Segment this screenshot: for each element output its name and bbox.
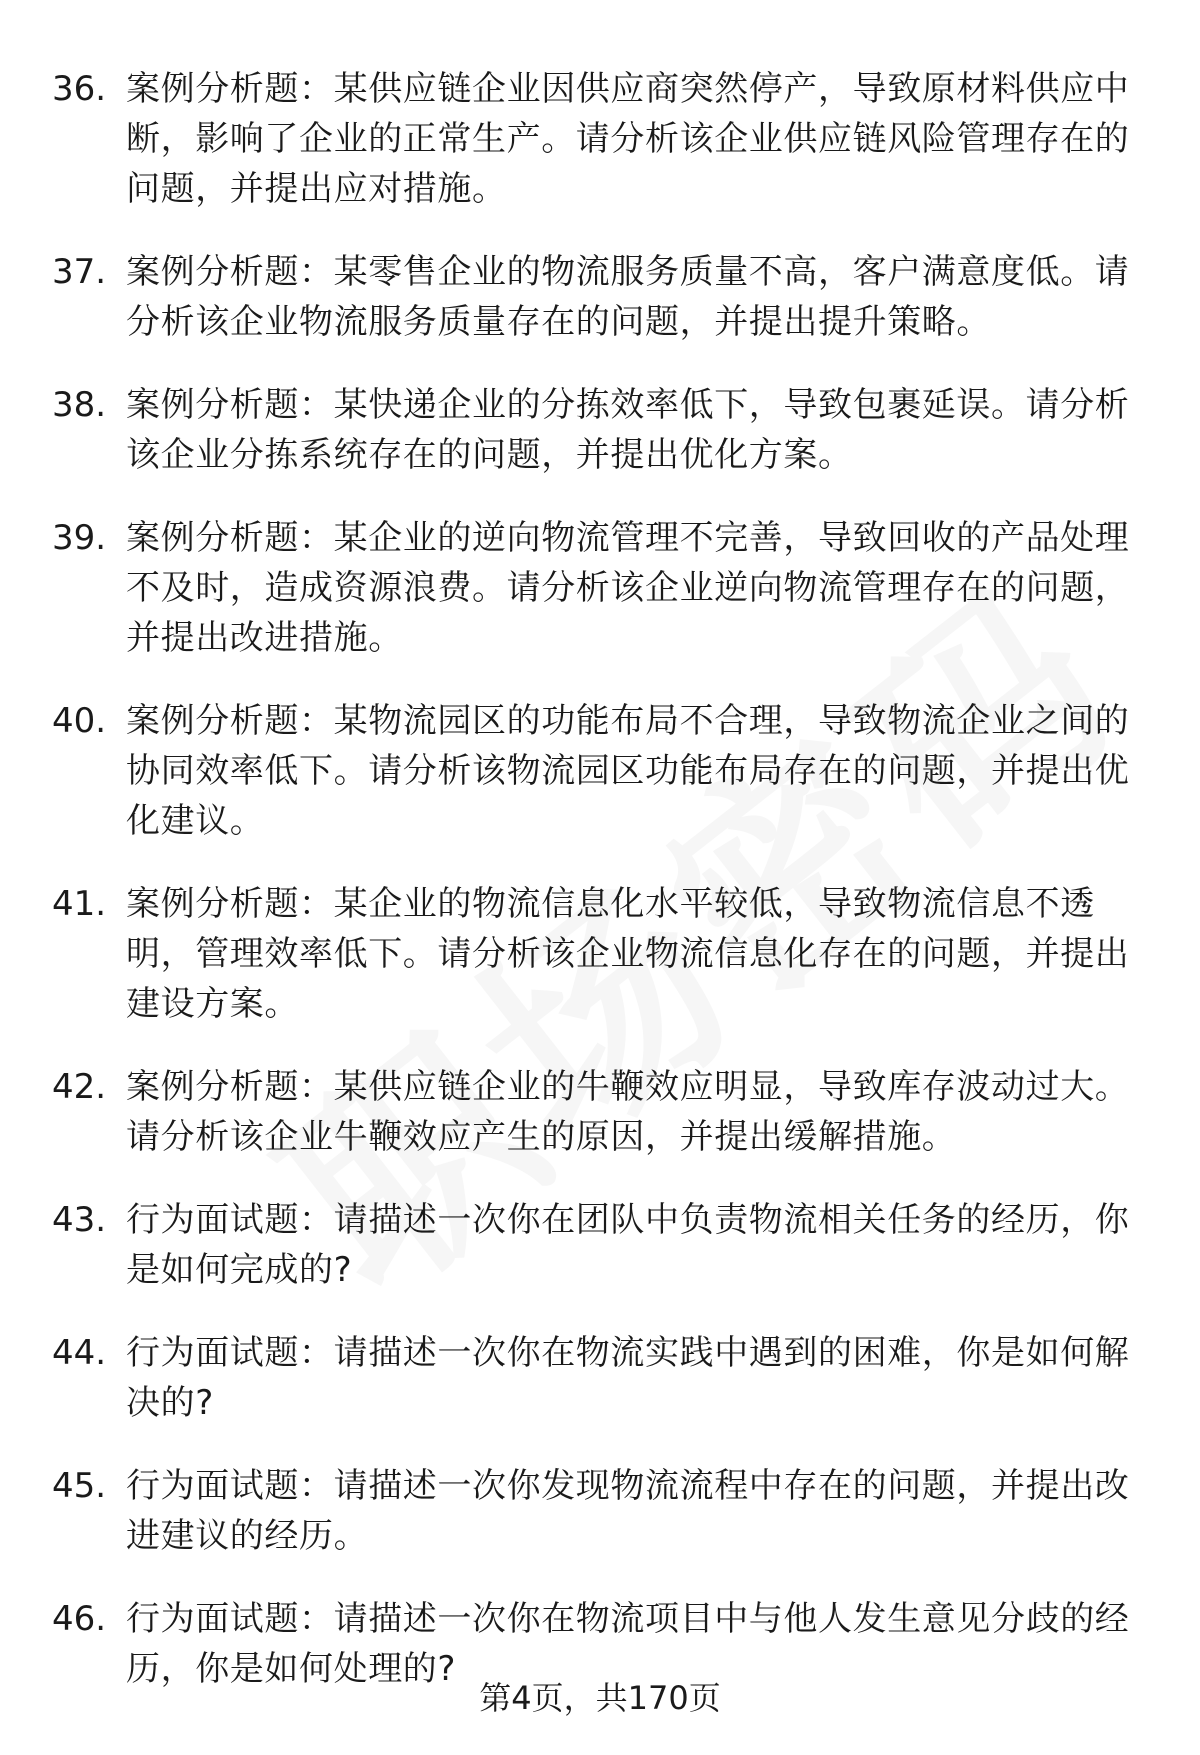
question-number: 40. — [52, 701, 107, 741]
question-item — [52, 64, 1144, 214]
question-item — [52, 1328, 1144, 1428]
question-text: 案例分析题：某零售企业的物流服务质量不高，客户满意度低。请分析该企业物流服务质量存在的问题，并提出提升策略。 — [126, 252, 1130, 342]
question-number: 46. — [52, 1599, 107, 1639]
question-text: 案例分析题：某供应链企业因供应商突然停产，导致原材料供应中断，影响了企业的正常生产。请分析该企业供应链风险管理存在的问题，并提出应对措施。 — [126, 69, 1130, 209]
question-number: 44. — [52, 1333, 107, 1373]
question-number: 45. — [52, 1466, 107, 1506]
question-item — [52, 696, 1144, 846]
question-text: 行为面试题：请描述一次你在物流项目中与他人发生意见分歧的经历，你是如何处理的? — [126, 1599, 1130, 1689]
question-text: 案例分析题：某快递企业的分拣效率低下，导致包裹延误。请分析该企业分拣系统存在的问题，并提出优化方案。 — [126, 385, 1130, 475]
question-number: 36. — [52, 69, 107, 109]
question-number: 42. — [52, 1067, 107, 1107]
question-item — [52, 1062, 1144, 1162]
question-number: 43. — [52, 1200, 107, 1240]
question-text: 案例分析题：某物流园区的功能布局不合理，导致物流企业之间的协同效率低下。请分析该物流园区功能布局存在的问题，并提出优化建议。 — [126, 701, 1130, 841]
question-text: 案例分析题：某企业的逆向物流管理不完善，导致回收的产品处理不及时，造成资源浪费。请分析该企业逆向物流管理存在的问题，并提出改进措施。 — [126, 518, 1130, 658]
question-item — [52, 513, 1144, 663]
question-item — [52, 380, 1144, 480]
question-text: 行为面试题：请描述一次你在物流实践中遇到的困难，你是如何解决的? — [126, 1333, 1130, 1423]
question-item — [52, 1461, 1144, 1561]
question-number: 39. — [52, 518, 107, 558]
question-item — [52, 879, 1144, 1029]
question-item — [52, 1195, 1144, 1295]
question-text: 行为面试题：请描述一次你在团队中负责物流相关任务的经历，你是如何完成的? — [126, 1200, 1130, 1290]
question-list — [52, 64, 1144, 1727]
question-text: 案例分析题：某供应链企业的牛鞭效应明显，导致库存波动过大。请分析该企业牛鞭效应产生的原因，并提出缓解措施。 — [126, 1067, 1130, 1157]
question-number: 37. — [52, 252, 107, 292]
question-text: 行为面试题：请描述一次你发现物流流程中存在的问题，并提出改进建议的经历。 — [126, 1466, 1130, 1556]
question-text: 案例分析题：某企业的物流信息化水平较低，导致物流信息不透明，管理效率低下。请分析该企业物流信息化存在的问题，并提出建设方案。 — [126, 884, 1130, 1024]
question-item — [52, 247, 1144, 347]
question-number: 38. — [52, 385, 107, 425]
page-indicator: 第4页，共170页 — [479, 1679, 721, 1717]
question-number: 41. — [52, 884, 107, 924]
